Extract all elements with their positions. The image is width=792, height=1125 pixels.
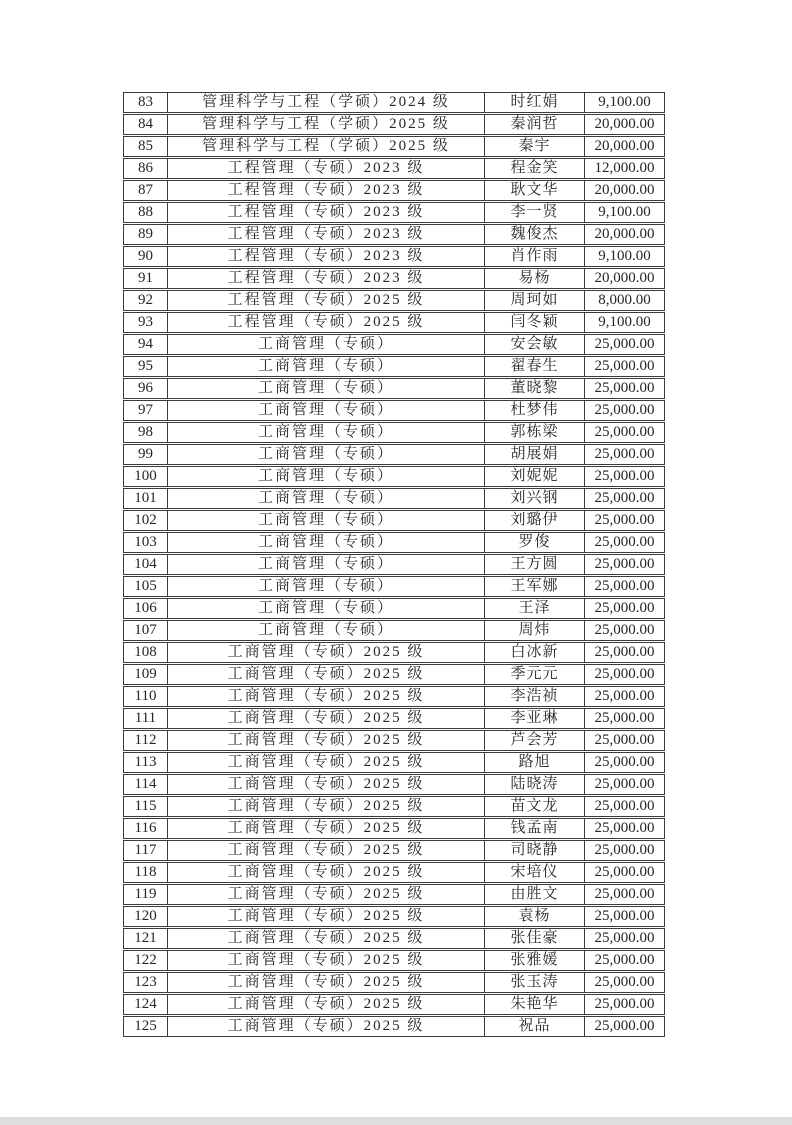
student-name-cell: 祝品: [485, 1016, 585, 1037]
student-name-cell: 袁杨: [485, 906, 585, 927]
student-name-cell: 季元元: [485, 664, 585, 685]
page-bottom-strip: [0, 1117, 792, 1125]
table-row: [123, 400, 665, 421]
amount-cell: 9,100.00: [585, 246, 665, 267]
amount-cell: 25,000.00: [585, 378, 665, 399]
student-name-cell: 李一贤: [485, 202, 585, 223]
student-name-cell: 张雅媛: [485, 950, 585, 971]
table-row: [123, 334, 665, 355]
amount-cell: 25,000.00: [585, 664, 665, 685]
program-cell: 工商管理（专硕）2025 级: [168, 796, 485, 817]
amount-cell: 25,000.00: [585, 356, 665, 377]
amount-cell: 25,000.00: [585, 598, 665, 619]
student-name-cell: 魏俊杰: [485, 224, 585, 245]
amount-cell: 25,000.00: [585, 752, 665, 773]
program-cell: 工商管理（专硕）2025 级: [168, 972, 485, 993]
student-name-cell: 宋培仪: [485, 862, 585, 883]
row-number-cell: 114: [123, 774, 168, 795]
amount-cell: 25,000.00: [585, 334, 665, 355]
program-cell: 工商管理（专硕）2025 级: [168, 840, 485, 861]
table-row: [123, 444, 665, 465]
amount-cell: 20,000.00: [585, 114, 665, 135]
program-cell: 管理科学与工程（学硕）2025 级: [168, 136, 485, 157]
amount-cell: 25,000.00: [585, 422, 665, 443]
student-name-cell: 王方圆: [485, 554, 585, 575]
amount-cell: 25,000.00: [585, 400, 665, 421]
table-row: [123, 818, 665, 839]
program-cell: 工商管理（专硕）: [168, 620, 485, 641]
table-row: [123, 862, 665, 883]
row-number-cell: 84: [123, 114, 168, 135]
table-row: [123, 994, 665, 1015]
row-number-cell: 119: [123, 884, 168, 905]
program-cell: 工商管理（专硕）: [168, 444, 485, 465]
program-cell: 工商管理（专硕）2025 级: [168, 752, 485, 773]
row-number-cell: 111: [123, 708, 168, 729]
amount-cell: 25,000.00: [585, 818, 665, 839]
row-number-cell: 123: [123, 972, 168, 993]
table-row: [123, 774, 665, 795]
student-name-cell: 王泽: [485, 598, 585, 619]
program-cell: 工商管理（专硕）2025 级: [168, 884, 485, 905]
table-row: [123, 928, 665, 949]
amount-cell: 25,000.00: [585, 466, 665, 487]
table-row: [123, 114, 665, 135]
student-name-cell: 王军娜: [485, 576, 585, 597]
amount-cell: 25,000.00: [585, 950, 665, 971]
student-name-cell: 耿文华: [485, 180, 585, 201]
amount-cell: 25,000.00: [585, 884, 665, 905]
amount-cell: 25,000.00: [585, 576, 665, 597]
row-number-cell: 103: [123, 532, 168, 553]
amount-cell: 25,000.00: [585, 510, 665, 531]
table-row: [123, 686, 665, 707]
student-name-cell: 时红娟: [485, 92, 585, 113]
program-cell: 工商管理（专硕）2025 级: [168, 664, 485, 685]
student-name-cell: 秦润哲: [485, 114, 585, 135]
student-name-cell: 郭栋梁: [485, 422, 585, 443]
amount-cell: 25,000.00: [585, 774, 665, 795]
student-name-cell: 翟春生: [485, 356, 585, 377]
row-number-cell: 122: [123, 950, 168, 971]
row-number-cell: 90: [123, 246, 168, 267]
student-name-cell: 刘兴钢: [485, 488, 585, 509]
student-name-cell: 李浩祯: [485, 686, 585, 707]
amount-cell: 25,000.00: [585, 1016, 665, 1037]
student-name-cell: 闫冬颖: [485, 312, 585, 333]
program-cell: 工商管理（专硕）: [168, 576, 485, 597]
program-cell: 工程管理（专硕）2025 级: [168, 312, 485, 333]
table-row: [123, 224, 665, 245]
table-row: [123, 950, 665, 971]
amount-cell: 25,000.00: [585, 488, 665, 509]
program-cell: 管理科学与工程（学硕）2024 级: [168, 92, 485, 113]
row-number-cell: 118: [123, 862, 168, 883]
row-number-cell: 102: [123, 510, 168, 531]
row-number-cell: 89: [123, 224, 168, 245]
student-name-cell: 苗文龙: [485, 796, 585, 817]
row-number-cell: 99: [123, 444, 168, 465]
amount-cell: 25,000.00: [585, 796, 665, 817]
table-row: [123, 730, 665, 751]
amount-cell: 25,000.00: [585, 554, 665, 575]
table-row: [123, 664, 665, 685]
student-name-cell: 董晓黎: [485, 378, 585, 399]
table-row: [123, 202, 665, 223]
table-row: [123, 290, 665, 311]
table-row: [123, 796, 665, 817]
student-name-cell: 张玉涛: [485, 972, 585, 993]
student-name-cell: 朱艳华: [485, 994, 585, 1015]
student-name-cell: 杜梦伟: [485, 400, 585, 421]
table-row: [123, 268, 665, 289]
program-cell: 工商管理（专硕）2025 级: [168, 642, 485, 663]
student-name-cell: 刘妮妮: [485, 466, 585, 487]
table-row: [123, 466, 665, 487]
program-cell: 工商管理（专硕）: [168, 334, 485, 355]
table-row: [123, 92, 665, 113]
amount-cell: 9,100.00: [585, 202, 665, 223]
table-row: [123, 136, 665, 157]
row-number-cell: 93: [123, 312, 168, 333]
table-row: [123, 532, 665, 553]
table-row: [123, 246, 665, 267]
table-row: [123, 598, 665, 619]
row-number-cell: 112: [123, 730, 168, 751]
row-number-cell: 98: [123, 422, 168, 443]
amount-cell: 25,000.00: [585, 906, 665, 927]
student-name-cell: 张佳豪: [485, 928, 585, 949]
amount-cell: 25,000.00: [585, 620, 665, 641]
row-number-cell: 125: [123, 1016, 168, 1037]
table-row: [123, 554, 665, 575]
row-number-cell: 85: [123, 136, 168, 157]
program-cell: 工商管理（专硕）2025 级: [168, 994, 485, 1015]
row-number-cell: 116: [123, 818, 168, 839]
amount-cell: 20,000.00: [585, 224, 665, 245]
table-row: [123, 312, 665, 333]
student-name-cell: 周珂如: [485, 290, 585, 311]
amount-cell: 12,000.00: [585, 158, 665, 179]
row-number-cell: 86: [123, 158, 168, 179]
program-cell: 工商管理（专硕）2025 级: [168, 774, 485, 795]
table-body: [123, 92, 665, 1037]
program-cell: 工商管理（专硕）: [168, 554, 485, 575]
student-name-cell: 李亚琳: [485, 708, 585, 729]
table-row: [123, 488, 665, 509]
table-row: [123, 1016, 665, 1037]
program-cell: 工商管理（专硕）2025 级: [168, 862, 485, 883]
program-cell: 工商管理（专硕）: [168, 488, 485, 509]
program-cell: 工商管理（专硕）: [168, 466, 485, 487]
scholarship-table: [123, 91, 665, 1038]
row-number-cell: 124: [123, 994, 168, 1015]
amount-cell: 25,000.00: [585, 642, 665, 663]
row-number-cell: 110: [123, 686, 168, 707]
row-number-cell: 113: [123, 752, 168, 773]
row-number-cell: 97: [123, 400, 168, 421]
row-number-cell: 121: [123, 928, 168, 949]
program-cell: 工商管理（专硕）: [168, 378, 485, 399]
program-cell: 工商管理（专硕）2025 级: [168, 708, 485, 729]
row-number-cell: 96: [123, 378, 168, 399]
amount-cell: 25,000.00: [585, 686, 665, 707]
row-number-cell: 104: [123, 554, 168, 575]
program-cell: 工商管理（专硕）: [168, 598, 485, 619]
program-cell: 工程管理（专硕）2023 级: [168, 158, 485, 179]
student-name-cell: 秦宇: [485, 136, 585, 157]
table-row: [123, 510, 665, 531]
program-cell: 工商管理（专硕）2025 级: [168, 730, 485, 751]
student-name-cell: 刘璐伊: [485, 510, 585, 531]
student-name-cell: 罗俊: [485, 532, 585, 553]
student-name-cell: 白冰新: [485, 642, 585, 663]
amount-cell: 9,100.00: [585, 92, 665, 113]
table-row: [123, 708, 665, 729]
row-number-cell: 105: [123, 576, 168, 597]
table-row: [123, 576, 665, 597]
row-number-cell: 91: [123, 268, 168, 289]
row-number-cell: 87: [123, 180, 168, 201]
table-row: [123, 356, 665, 377]
row-number-cell: 108: [123, 642, 168, 663]
row-number-cell: 117: [123, 840, 168, 861]
amount-cell: 25,000.00: [585, 928, 665, 949]
student-name-cell: 易杨: [485, 268, 585, 289]
row-number-cell: 94: [123, 334, 168, 355]
row-number-cell: 107: [123, 620, 168, 641]
table-row: [123, 840, 665, 861]
table-row: [123, 422, 665, 443]
program-cell: 工商管理（专硕）2025 级: [168, 1016, 485, 1037]
student-name-cell: 钱孟南: [485, 818, 585, 839]
program-cell: 工程管理（专硕）2023 级: [168, 246, 485, 267]
row-number-cell: 100: [123, 466, 168, 487]
table-row: [123, 620, 665, 641]
student-name-cell: 胡展娟: [485, 444, 585, 465]
program-cell: 工程管理（专硕）2023 级: [168, 202, 485, 223]
table-row: [123, 752, 665, 773]
student-name-cell: 司晓静: [485, 840, 585, 861]
student-name-cell: 芦会芳: [485, 730, 585, 751]
program-cell: 工商管理（专硕）: [168, 422, 485, 443]
amount-cell: 25,000.00: [585, 708, 665, 729]
student-name-cell: 由胜文: [485, 884, 585, 905]
row-number-cell: 88: [123, 202, 168, 223]
amount-cell: 25,000.00: [585, 730, 665, 751]
amount-cell: 25,000.00: [585, 444, 665, 465]
program-cell: 管理科学与工程（学硕）2025 级: [168, 114, 485, 135]
row-number-cell: 120: [123, 906, 168, 927]
amount-cell: 20,000.00: [585, 136, 665, 157]
table-row: [123, 158, 665, 179]
program-cell: 工商管理（专硕）: [168, 400, 485, 421]
student-name-cell: 安会敏: [485, 334, 585, 355]
amount-cell: 9,100.00: [585, 312, 665, 333]
program-cell: 工商管理（专硕）: [168, 532, 485, 553]
amount-cell: 25,000.00: [585, 972, 665, 993]
program-cell: 工商管理（专硕）2025 级: [168, 928, 485, 949]
program-cell: 工程管理（专硕）2023 级: [168, 268, 485, 289]
row-number-cell: 83: [123, 92, 168, 113]
student-name-cell: 肖作雨: [485, 246, 585, 267]
program-cell: 工商管理（专硕）2025 级: [168, 906, 485, 927]
table-row: [123, 972, 665, 993]
student-name-cell: 周炜: [485, 620, 585, 641]
row-number-cell: 109: [123, 664, 168, 685]
amount-cell: 25,000.00: [585, 532, 665, 553]
table-row: [123, 180, 665, 201]
student-name-cell: 陆晓涛: [485, 774, 585, 795]
student-name-cell: 程金笑: [485, 158, 585, 179]
amount-cell: 25,000.00: [585, 994, 665, 1015]
amount-cell: 20,000.00: [585, 268, 665, 289]
amount-cell: 25,000.00: [585, 840, 665, 861]
student-name-cell: 路旭: [485, 752, 585, 773]
row-number-cell: 95: [123, 356, 168, 377]
program-cell: 工商管理（专硕）2025 级: [168, 818, 485, 839]
program-cell: 工程管理（专硕）2023 级: [168, 224, 485, 245]
table-row: [123, 884, 665, 905]
table-row: [123, 642, 665, 663]
amount-cell: 20,000.00: [585, 180, 665, 201]
row-number-cell: 92: [123, 290, 168, 311]
row-number-cell: 101: [123, 488, 168, 509]
amount-cell: 8,000.00: [585, 290, 665, 311]
row-number-cell: 115: [123, 796, 168, 817]
amount-cell: 25,000.00: [585, 862, 665, 883]
table-row: [123, 378, 665, 399]
table-row: [123, 906, 665, 927]
program-cell: 工程管理（专硕）2023 级: [168, 180, 485, 201]
program-cell: 工商管理（专硕）2025 级: [168, 950, 485, 971]
program-cell: 工商管理（专硕）: [168, 356, 485, 377]
program-cell: 工商管理（专硕）2025 级: [168, 686, 485, 707]
row-number-cell: 106: [123, 598, 168, 619]
program-cell: 工商管理（专硕）: [168, 510, 485, 531]
program-cell: 工程管理（专硕）2025 级: [168, 290, 485, 311]
